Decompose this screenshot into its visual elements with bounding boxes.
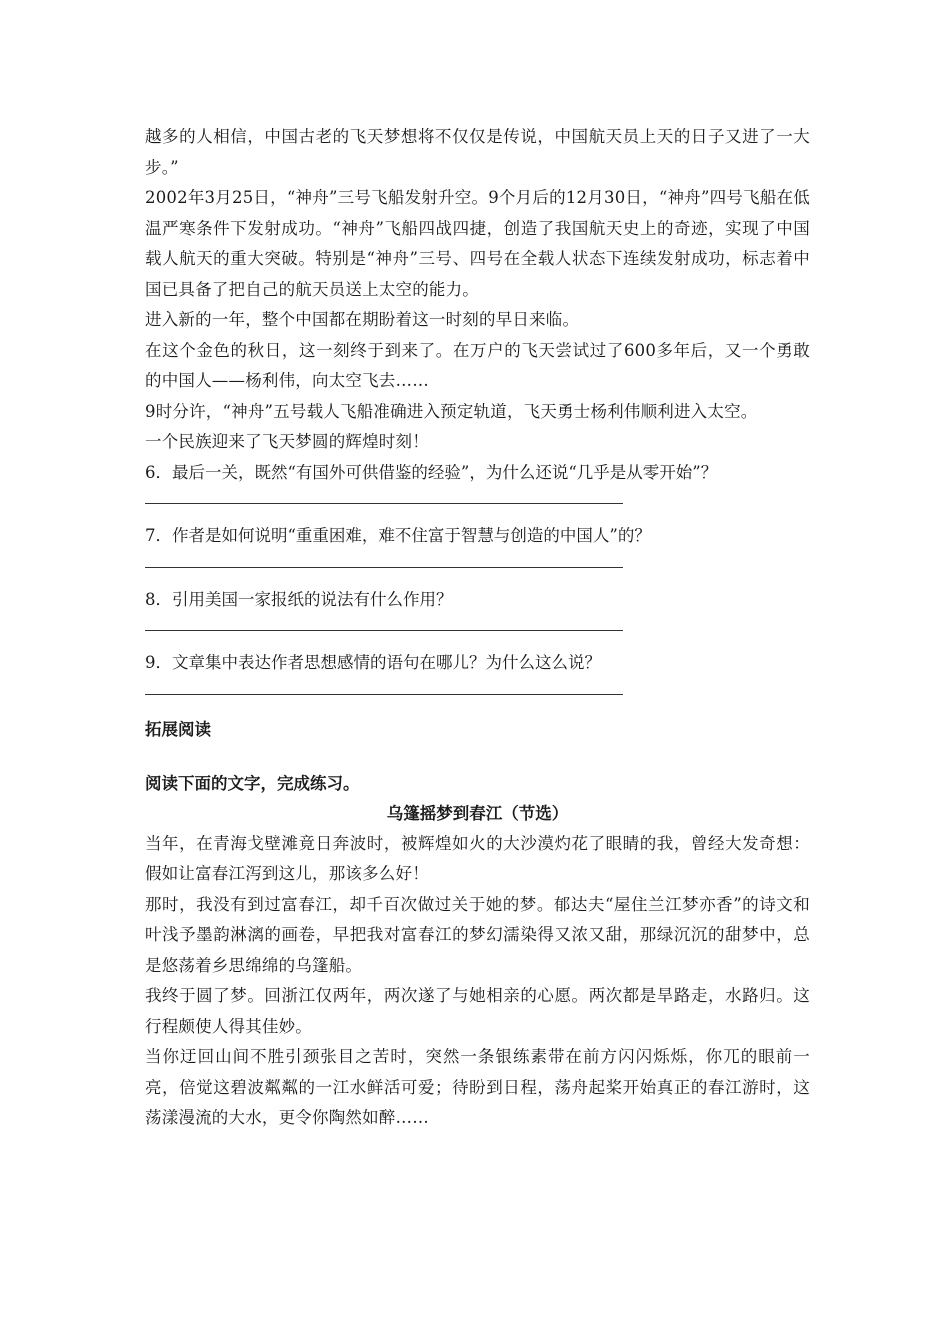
paragraph: 一个民族迎来了飞天梦圆的辉煌时刻！ xyxy=(145,432,429,451)
document-page xyxy=(145,122,810,1134)
answer-line-6[interactable] xyxy=(145,503,623,504)
answer-line-7[interactable] xyxy=(145,567,623,568)
answer-line-9[interactable] xyxy=(145,694,623,695)
paragraph: 越多的人相信，中国古老的飞天梦想将不仅仅是传说，中国航天员上天的日子又进了一大步。” xyxy=(145,127,810,177)
paragraph: 在这个金色的秋日，这一刻终于到来了。在万户的飞天尝试过了600多年后，又一个勇敢的中国人——杨利伟，向太空飞去…… xyxy=(145,340,810,390)
paragraph: 我终于圆了梦。回浙江仅两年，两次遂了与她相亲的心愿。两次都是旱路走，水路归。这行程颇使人得其佳妙。 xyxy=(145,986,810,1036)
question-7: 7．作者是如何说明“重重困难，难不住富于智慧与创造的中国人”的？ xyxy=(145,526,651,545)
paragraph: 进入新的一年，整个中国都在期盼着这一时刻的早日来临。 xyxy=(145,310,580,329)
question-9: 9．文章集中表达作者思想感情的语句在哪儿？为什么这么说？ xyxy=(145,653,601,672)
section-heading: 拓展阅读 xyxy=(145,719,211,739)
paragraph: 那时，我没有到过富春江，却千百次做过关于她的梦。郁达夫“屋住兰江梦亦香”的诗文和叶浅予墨韵淋漓的画卷，早把我对富春江的梦幻濡染得又浓又甜，那绿沉沉的甜梦中，总是悠荡着乡思绵绵的乌篷船。 xyxy=(145,894,810,975)
question-8: 8．引用美国一家报纸的说法有什么作用？ xyxy=(145,589,453,609)
paragraph: 9时分许，“神舟”五号载人飞船准确进入预定轨道，飞天勇士杨利伟顺利进入太空。 xyxy=(145,401,758,421)
paragraph: 当你迂回山间不胜引颈张目之苦时，突然一条银练素带在前方闪闪烁烁，你兀的眼前一亮，倍觉这碧波粼粼的一江水鲜活可爱；待盼到日程，荡舟起桨开始真正的春江游时，这荡漾漫流的大水，更令你陶然如醉…… xyxy=(145,1047,810,1127)
instruction: 阅读下面的文字，完成练习。 xyxy=(145,773,360,793)
paragraph: 当年，在青海戈壁滩竟日奔波时，被辉煌如火的大沙漠灼花了眼睛的我，曾经大发奇想：假如让富春江泻到这儿，那该多么好！ xyxy=(145,833,810,883)
paragraph: 2002年3月25日，“神舟”三号飞船发射升空。9个月后的12月30日，“神舟”四号飞船在低温严寒条件下发射成功。“神舟”飞船四战四捷，创造了我国航天史上的奇迹，实现了中国载人航天的重大突破。特别是“神舟”三号、四号在全载人状态下连续发射成功，标志着中国已具备了把自己的航天员送上太空的能力。 xyxy=(145,188,810,299)
question-6: 6．最后一关，既然“有国外可供借鉴的经验”，为什么还说“几乎是从零开始”？ xyxy=(145,462,718,482)
answer-line-8[interactable] xyxy=(145,630,623,631)
article-title: 乌篷摇梦到春江（节选） xyxy=(386,803,569,823)
